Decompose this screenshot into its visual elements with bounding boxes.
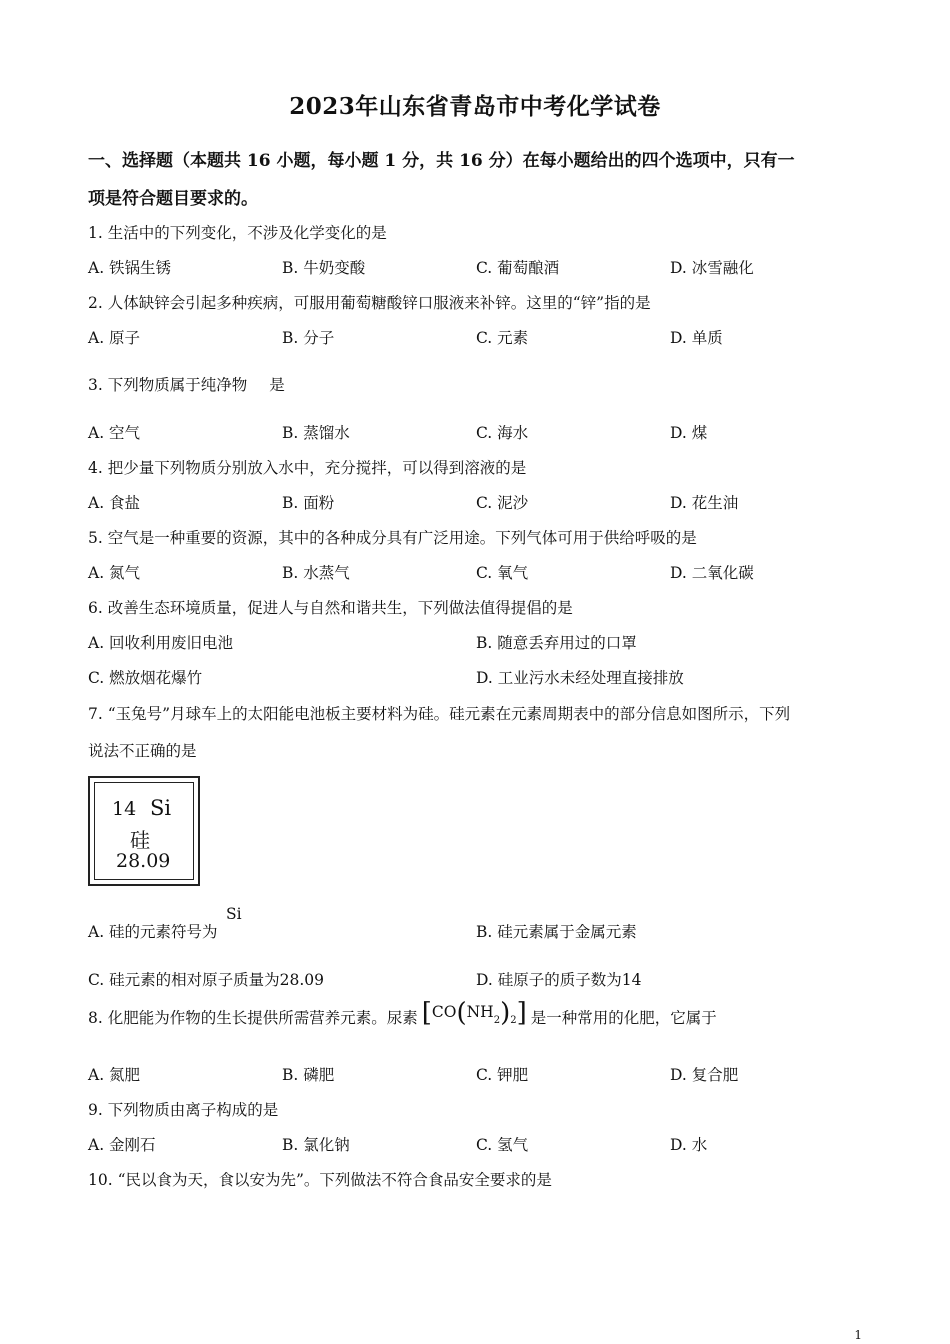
question-8-option-d: D. 复合肥 [670,1066,739,1084]
question-1-stem: 1. 生活中的下列变化，不涉及化学变化的是 [88,224,387,242]
question-2-stem: 2. 人体缺锌会引起多种疾病，可服用葡萄糖酸锌口服液来补锌。这里的“锌”指的是 [88,294,651,312]
question-8-option-b: B. 磷肥 [282,1066,335,1084]
question-3-stem [88,373,285,395]
question-9-option-b: B. 氯化钠 [282,1136,350,1154]
question-9-option-d: D. 水 [670,1136,708,1154]
question-4-option-c: C. 泥沙 [476,494,529,512]
formula-right-bracket: ] [516,998,527,1028]
question-1-option-c: C. 葡萄酿酒 [476,259,560,277]
question-2-option-d: D. 单质 [670,329,723,347]
question-7-option-c: C. 硅元素的相对原子质量为28.09 [88,971,325,989]
question-5-option-c: C. 氧气 [476,564,529,582]
question-9-option-a: A. 金刚石 [88,1136,156,1154]
question-8-stem [88,998,717,1034]
section-heading-line1: 一、选择题（本题共 16 小题，每小题 1 分，共 16 分）在每小题给出的四个选项中，只有一 [88,151,795,171]
question-1-option-d: D. 冰雪融化 [670,259,754,277]
question-7-option-d: D. 硅原子的质子数为14 [476,971,642,989]
question-3-stem-part-b: 是 [269,376,285,394]
question-1-option-a: A. 铁锅生锈 [88,259,172,277]
formula-sub-1: 2 [493,1015,501,1026]
question-10-stem: 10. “民以食为天，食以安为先”。下列做法不符合食品安全要求的是 [88,1171,552,1189]
question-7-stem-line2: 说法不正确的是 [88,742,197,760]
element-symbol: Si [150,796,172,820]
formula-left-bracket: [ [421,998,432,1028]
question-1-option-b: B. 牛奶变酸 [282,259,366,277]
question-4-option-b: B. 面粉 [282,494,335,512]
question-4-option-d: D. 花生油 [670,494,739,512]
question-6-option-a: A. 回收利用废旧电池 [88,634,234,652]
periodic-table-cell [88,776,200,886]
page-number: 1 [854,1328,862,1342]
question-5-option-b: B. 水蒸气 [282,564,350,582]
element-atomic-mass: 28.09 [116,850,171,872]
question-5-option-d: D. 二氧化碳 [670,564,754,582]
question-6-option-b: B. 随意丢弃用过的口罩 [476,634,637,652]
question-2-option-a: A. 原子 [88,329,141,347]
formula-right-paren: ) [500,998,511,1028]
element-atomic-number: 14 [112,798,137,820]
question-3-option-d: D. 煤 [670,424,708,442]
question-3-option-a: A. 空气 [88,424,141,442]
formula-nh: NH [466,1003,494,1021]
question-7-option-b: B. 硅元素属于金属元素 [476,923,637,941]
section-heading-line2: 项是符合题目要求的。 [88,189,258,209]
page-title: 2023年山东省青岛市中考化学试卷 [289,93,661,120]
question-5-option-a: A. 氮气 [88,564,141,582]
question-2-option-c: C. 元素 [476,329,529,347]
question-8-option-a: A. 氮肥 [88,1066,141,1084]
question-4-stem: 4. 把少量下列物质分别放入水中，充分搅拌，可以得到溶液的是 [88,459,527,477]
question-3-option-b: B. 蒸馏水 [282,424,350,442]
question-8-option-c: C. 钾肥 [476,1066,529,1084]
formula-co: CO [431,1003,457,1021]
question-9-option-c: C. 氢气 [476,1136,529,1154]
question-8-stem-part-a: 8. 化肥能为作物的生长提供所需营养元素。尿素 [88,1009,418,1027]
formula-sub-2: 2 [510,1015,517,1026]
formula-left-paren: ( [456,998,467,1028]
question-3-stem-part-a: 3. 下列物质属于纯净物 [88,376,248,394]
question-9-stem: 9. 下列物质由离子构成的是 [88,1101,279,1119]
question-6-option-c: C. 燃放烟花爆竹 [88,669,203,687]
question-2-option-b: B. 分子 [282,329,335,347]
element-name: 硅 [130,828,150,852]
question-6-option-d: D. 工业污水未经处理直接排放 [476,669,684,687]
question-7-option-a-symbol: Si [226,905,242,923]
question-3-option-c: C. 海水 [476,424,529,442]
question-8-stem-part-b: 是一种常用的化肥，它属于 [530,1009,717,1027]
question-7-stem-line1: 7. “玉兔号”月球车上的太阳能电池板主要材料为硅。硅元素在元素周期表中的部分信息如图所示，下列 [88,705,791,723]
question-6-stem: 6. 改善生态环境质量，促进人与自然和谐共生，下列做法值得提倡的是 [88,599,573,617]
question-4-option-a: A. 食盐 [88,494,141,512]
question-7-option-a: A. 硅的元素符号为 [88,923,218,941]
urea-formula [422,998,527,1028]
question-5-stem: 5. 空气是一种重要的资源，其中的各种成分具有广泛用途。下列气体可用于供给呼吸的是 [88,529,697,547]
